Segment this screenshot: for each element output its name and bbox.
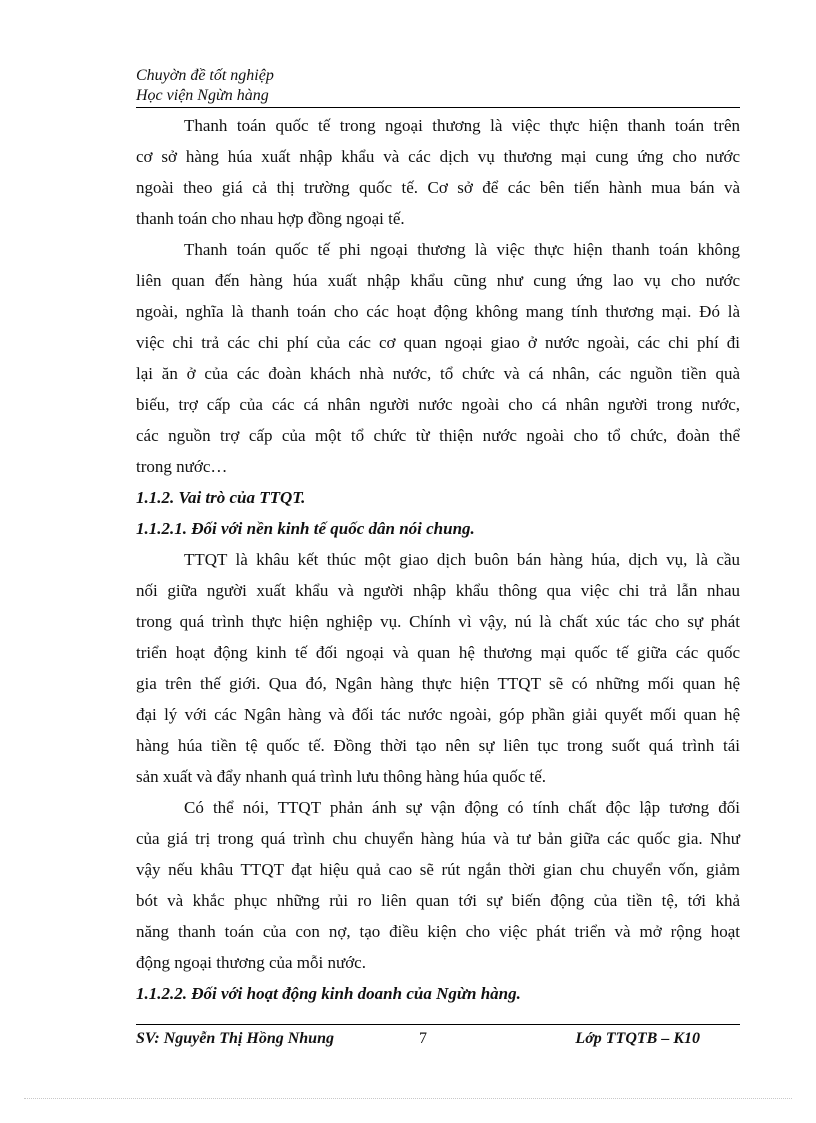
- text-line: biếu, trợ cấp của các cá nhân người nước ngoài cho cá nhân người trong nước,: [136, 395, 740, 414]
- paragraph-international-trade-payment: [136, 110, 740, 234]
- text-line: động ngoại thương của mỗi nước.: [136, 953, 366, 972]
- text-line: triển hoạt động kinh tế đối ngoại và quan hệ thương mại quốc tế giữa các quốc: [136, 643, 740, 662]
- page-number: 7: [419, 1030, 427, 1047]
- paragraph-role-capital: [136, 792, 740, 978]
- page-header: [136, 66, 740, 106]
- text-line: nối giữa người xuất khẩu và người nhập khẩu thông qua việc chi trả lẫn nhau: [136, 581, 740, 600]
- footer-student-name: SV: Nguyễn Thị Hồng Nhung: [136, 1030, 334, 1047]
- page-footer: [136, 1028, 740, 1050]
- text-line: trong nước…: [136, 457, 228, 476]
- text-line: gia trên thế giới. Qua đó, Ngân hàng thực hiện TTQT sẽ có những mối quan hệ: [136, 674, 740, 693]
- header-institution: Học viện Ngừn hàng: [136, 87, 269, 104]
- text-line: thanh toán cho nhau hợp đồng ngoại tế.: [136, 209, 405, 228]
- footer-divider: [136, 1024, 740, 1025]
- text-line: của giá trị trong quá trình chu chuyển hàng húa và tư bản giữa các quốc gia. Như: [136, 829, 740, 848]
- subsection-heading: 1.1.2.2. Đối với hoạt động kinh doanh của Ngừn hàng.: [136, 984, 521, 1003]
- text-line: ngoài theo giá cả thị trường quốc tế. Cơ sở để các bên tiến hành mua bán và: [136, 178, 740, 197]
- text-line: lại ăn ở của các đoàn khách nhà nước, tổ chức và cá nhân, các nguồn tiền quà: [136, 364, 740, 383]
- text-line: việc chi trả các chi phí của các cơ quan ngoại giao ở nước ngoài, các chi phí đi: [136, 333, 740, 352]
- text-line: sản xuất và đẩy nhanh quá trình lưu thông hàng húa quốc tế.: [136, 767, 547, 786]
- subsection-heading: 1.1.2.1. Đối với nền kinh tế quốc dân nói chung.: [136, 519, 475, 538]
- text-line: năng thanh toán của con nợ, tạo điều kiện cho việc phát triển và mở rộng hoạt: [136, 922, 740, 941]
- text-line: Thanh toán quốc tế trong ngoại thương là việc thực hiện thanh toán trên: [184, 116, 740, 135]
- text-line: bót và khắc phục những rủi ro liên quan tới sự biến động của tiền tệ, tới khả: [136, 891, 740, 910]
- paragraph-role-economy: [136, 544, 740, 792]
- text-line: các nguồn trợ cấp của một tổ chức từ thiện nước ngoài cho tổ chức, đoàn thể: [136, 426, 740, 445]
- text-line: cơ sở hàng húa xuất nhập khẩu và các dịch vụ thương mại cung ứng cho nước: [136, 147, 740, 166]
- text-line: vậy nếu khâu TTQT đạt hiệu quả cao sẽ rút ngắn thời gian chu chuyển vốn, giảm: [136, 860, 740, 879]
- text-line: trong quá trình thực hiện nghiệp vụ. Chính vì vậy, nú là chất xúc tác cho sự phát: [136, 612, 740, 631]
- header-divider: [136, 107, 740, 108]
- header-title: Chuyờn đề tốt nghiệp: [136, 67, 274, 84]
- page-body: [136, 110, 740, 1009]
- text-line: TTQT là khâu kết thúc một giao dịch buôn bán hàng húa, dịch vụ, là cầu: [184, 550, 740, 569]
- text-line: Thanh toán quốc tế phi ngoại thương là việc thực hiện thanh toán không: [184, 240, 740, 259]
- text-line: đại lý với các Ngân hàng và đối tác nước ngoài, góp phần giải quyết mối quan hệ: [136, 705, 740, 724]
- section-heading: 1.1.2. Vai trò của TTQT.: [136, 488, 306, 507]
- footer-class: Lớp TTQTB – K10: [575, 1030, 700, 1047]
- text-line: ngoài, nghĩa là thanh toán cho các hoạt động không mang tính thương mại. Đó là: [136, 302, 740, 321]
- text-line: liên quan đến hàng húa xuất nhập khẩu cũng như cung ứng lao vụ cho nước: [136, 271, 740, 290]
- text-line: hàng húa tiền tệ quốc tế. Đồng thời tạo nên sự liên tục trong suốt quá trình tái: [136, 736, 740, 755]
- text-line: Có thể nói, TTQT phản ánh sự vận động có tính chất độc lập tương đối: [184, 798, 740, 817]
- paragraph-non-trade-payment: [136, 234, 740, 482]
- page-bottom-dotted-rule: [24, 1098, 792, 1099]
